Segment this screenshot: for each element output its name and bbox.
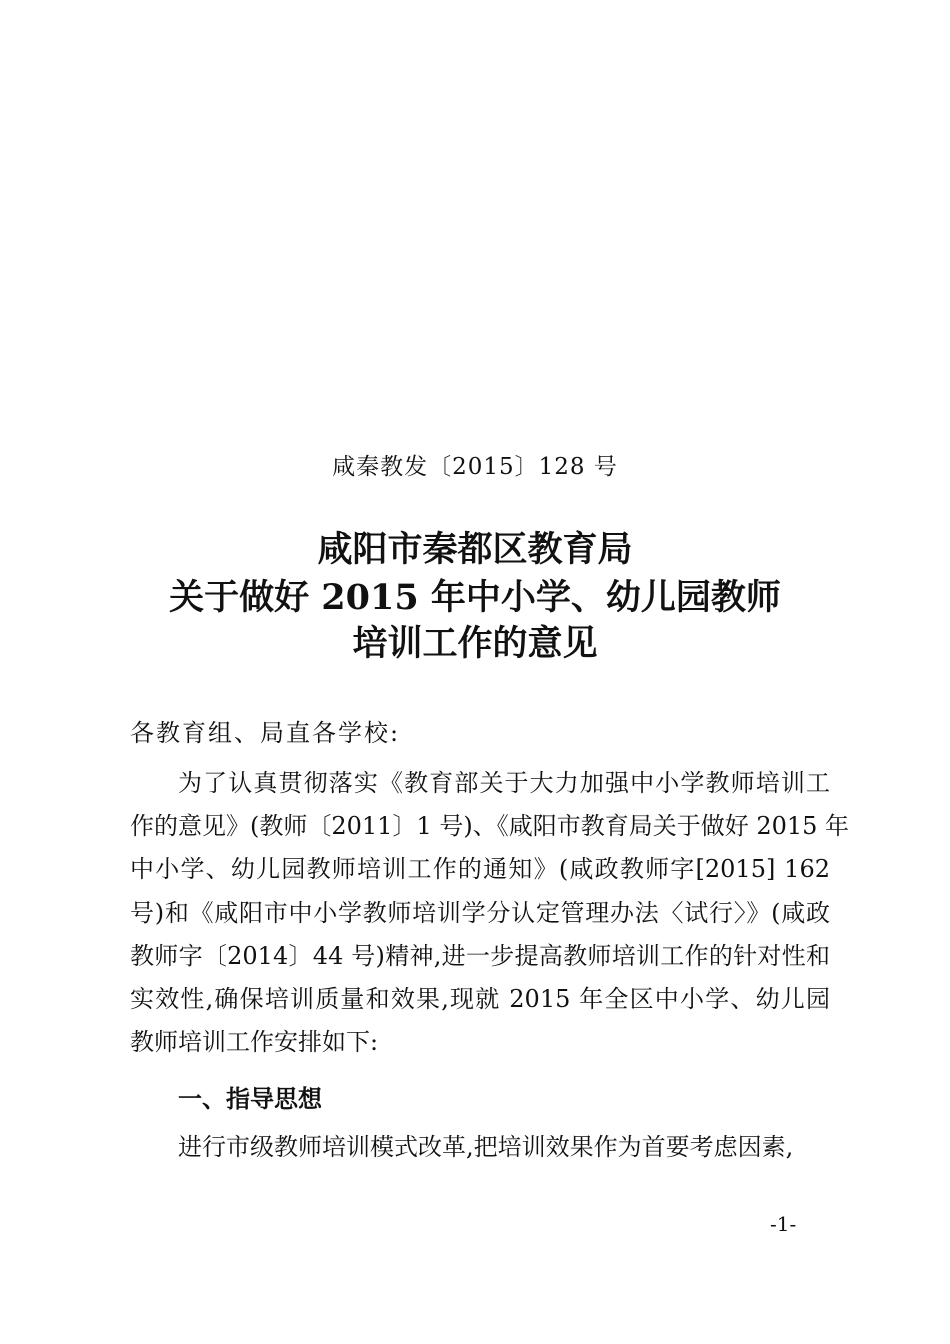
paragraph-1-line-3: 中小学、幼儿园教师培训工作的通知》(咸政教师字[2015] 162 <box>130 855 830 883</box>
section-1-heading: 一、指导思想 <box>178 1085 322 1113</box>
paragraph-1-line-2: 作的意见》(教师〔2011〕1 号)、《咸阳市教育局关于做好 2015 年 <box>130 812 850 840</box>
paragraph-1-line-1: 为了认真贯彻落实《教育部关于大力加强中小学教师培训工 <box>178 769 830 797</box>
section-1-line-1: 进行市级教师培训模式改革,把培训效果作为首要考虑因素, <box>178 1133 794 1161</box>
paragraph-1-line-4: 号)和《咸阳市中小学教师培训学分认定管理办法〈试行〉》(咸政 <box>130 899 830 927</box>
paragraph-1-line-7: 教师培训工作安排如下: <box>130 1028 379 1056</box>
salutation: 各教育组、局直各学校: <box>130 719 401 747</box>
paragraph-1-line-5: 教师字〔2014〕44 号)精神,进一步提高教师培训工作的针对性和 <box>130 942 830 970</box>
title-line-1: 咸阳市秦都区教育局 <box>317 529 633 570</box>
page-number: -1- <box>770 1212 797 1236</box>
document-number: 咸秦教发〔2015〕128 号 <box>332 454 618 480</box>
paragraph-1-line-6: 实效性,确保培训质量和效果,现就 2015 年全区中小学、幼儿园 <box>130 985 830 1013</box>
title-line-2: 关于做好 2015 年中小学、幼儿园教师 <box>169 577 781 618</box>
title-line-3: 培训工作的意见 <box>352 623 598 664</box>
